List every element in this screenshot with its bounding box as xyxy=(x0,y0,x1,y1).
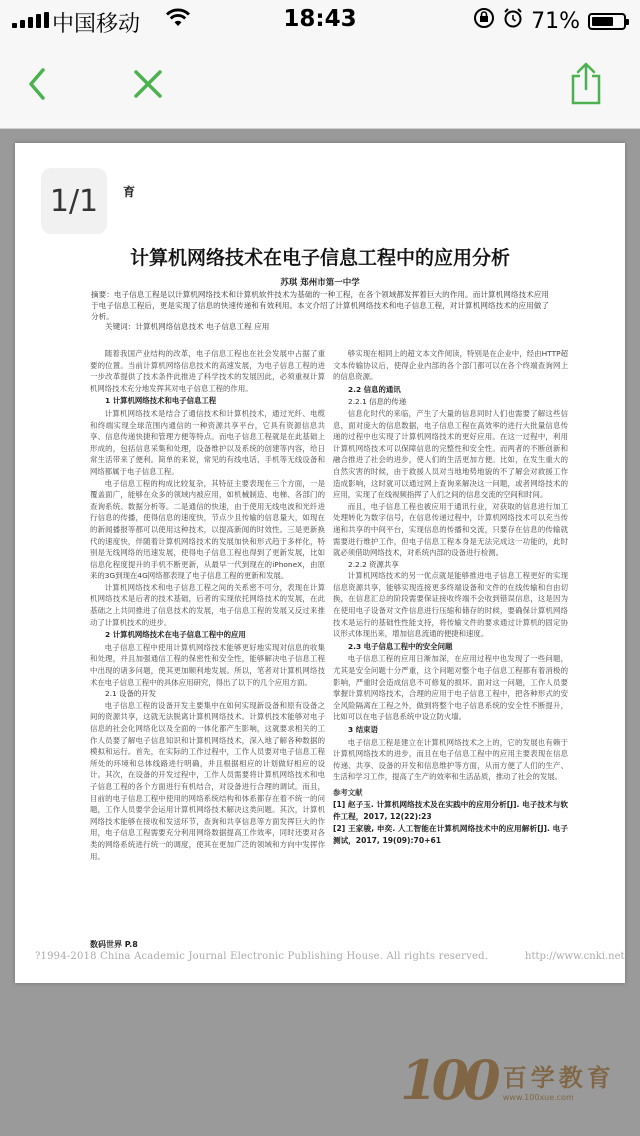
paragraph: 电子信息工程的应用日渐加深，在应用过程中也发现了一些问题，尤其是安全问题十分严重，这个问题对整个电子信息工程都有着消极的影响，严重时会造成信息不可修复的损坏。面对这一问题，工作人员要掌握计算机网络技术，合理的应用于电子信息工程中，把各种形式的安全风险隔离在工程之外，做到将整个电子信息系统的安全性不断提升，比如可以在电子信息系统中设立防火墙。 xyxy=(333,654,568,722)
cnki-url: http://www.cnki.net xyxy=(525,951,625,962)
section-heading: 2.2.2 资源共享 xyxy=(348,559,399,569)
section-heading: 2.1 设备的开发 xyxy=(105,689,157,699)
paragraph: 计算机网络技术和电子信息工程之间的关系密不可分，表现在计算机网络技术是后者的技术基础，后者的实现依托网络技术的发展，在此基础之上共同推进了信息技术的发展，电子信息工程的发展又反过来推动了计算机技术的进步。 xyxy=(90,582,325,627)
right-column xyxy=(333,348,568,847)
status-bar xyxy=(0,0,640,40)
paragraph: 电子信息工程中使用计算机网络技术能够更好地实现对信息的收集和处理，并且加强通信工程的保密性和安全性，能够解决电子信息工程中出现的诸多问题，使其更加顺利地发展。所以，笔者对计算机网络技术在电子信息工程中的具体应用研究，得出了以下的几个应用方面。 xyxy=(90,642,325,687)
paragraph: 而且，电子信息工程也被应用于通讯行业，对获取的信息进行加工处理转化为数字信号，在信息传递过程中，计算机网络技术可以充当传递和共享的中间平台，实现信息的传播和交流，只要存在信息的传输就需要进行维护工作，但电子信息工程本身是无法完成这一功能的，此时就必须借助网络技术，对系统内部的设备进行检测。 xyxy=(333,501,568,558)
carrier-name: 中国移动 xyxy=(52,12,141,37)
section-heading: 1 计算机网络技术和电子信息工程 xyxy=(105,396,217,406)
page-footer: 数码世界 P.8 xyxy=(90,940,138,949)
section-heading: 2.2.1 信息的传递 xyxy=(348,397,407,407)
share-button[interactable] xyxy=(562,60,610,108)
back-button[interactable] xyxy=(14,60,62,108)
copyright-line: ?1994-2018 China Academic Journal Electronic Publishing House. All rights reserved. xyxy=(35,951,489,962)
paper-title: 计算机网络技术在电子信息工程中的应用分析 xyxy=(129,247,510,269)
paragraph: 够实现在相同上的超文本文件阅读，特别是在企业中，经由HTTP超文本传输协议后，使得企业内部的各个部门都可以在各个终端查询网上的信息资源。 xyxy=(333,349,568,382)
journal-header: 育 xyxy=(123,185,136,199)
orientation-lock-icon xyxy=(473,7,495,35)
paper-author: 苏琪 郑州市第一中学 xyxy=(280,278,360,288)
battery-icon xyxy=(588,13,626,30)
document-page[interactable] xyxy=(15,143,625,983)
watermark-logo: 100 xyxy=(400,1048,495,1112)
paragraph: 信息化时代的来临，产生了大量的信息同时人们也需要了解这些信息，面对庞大的信息数据，电子信息工程在高效率的进行大批量信息传递的过程中也实现了计算机网络技术的更好应用。在这一过程中，利用计算机网络技术可以保障信息的完整性和安全性。而两者的不断创新和融合推进了社会的进步，使人们的生活更加方便。比如，在发生重大的自然灾害的时候，由于救援人员对当地地势地貌的不了解会对救援工作造成影响，这时就可以通过网上查询来解决这一问题，或者网络技术的应用，实现了在线视频指挥了人们之间的信息交流的空间和时间。 xyxy=(333,408,568,500)
watermark xyxy=(400,1048,615,1112)
left-column xyxy=(90,348,325,862)
alarm-icon xyxy=(503,7,523,35)
paragraph: 电子信息工程的构成比较复杂，其特征主要表现在三个方面，一是覆盖面广，能够在众多的领域内被应用，如机械制造、电梯、各部门的查询系统、数据分析等。二是通信的快速，由于使用无线电波和光纤进行信息的传播，使得信息的速度快，节点少且传输的信息量大，如现在的新闻播报等都可以使用这种技术，以提高新闻的时效性。三是更新换代的速度快，伴随着计算机网络技术的发展加快和形式趋于多样化，特别是无线网络的迅速发展，使得电子信息工程也得到了更新发展，比如信息化程度提升的手机不断更新，从最早一代到现在的iPhoneX，由原来的3G到现在4G网络都表现了电子信息工程的更新和发展。 xyxy=(90,478,325,581)
reference: [2] 王家骏, 申奕. 人工智能在计算机网络技术中的应用解析[J]. 电子测试，2017, 19(09):70+61 xyxy=(333,823,568,845)
paper-keywords: 关键词：计算机网络信息技术 电子信息工程 应用 xyxy=(105,322,270,331)
section-heading: 2 计算机网络技术在电子信息工程中的应用 xyxy=(105,630,246,640)
watermark-url: www.100xue.com xyxy=(502,1093,574,1102)
reference: [1] 赵子玉. 计算机网络技术及在实践中的应用分析[J]. 电子技术与软件工程，2017, 12(22):23 xyxy=(333,799,568,821)
toolbar xyxy=(0,40,640,129)
watermark-text: 百学教育 xyxy=(502,1064,615,1092)
share-icon xyxy=(568,62,604,106)
paragraph: 随着我国产业结构的改革，电子信息工程也在社会发展中占据了重要的位置。当前计算机网络信息技术的高速发展，为电子信息工程的进一步改革提供了技术条件此推进了科学技术的发展因此，必须重视计算机网络技术充分地发挥其对电子信息工程的作用。 xyxy=(90,349,325,393)
section-heading: 3 结束语 xyxy=(348,725,378,734)
paper-abstract: 摘要：电子信息工程是以计算机网络技术和计算机软件技术为基础的一种工程，在各个领域都发挥着巨大的作用。而计算机网络技术应用于电子信息工程后，更是实现了信息的快速传递和有效利用。本文介绍了计算机网络技术和电子信息工程，对计算机网络技术的应用做了分析。 xyxy=(91,290,549,321)
battery-percent: 71% xyxy=(531,8,580,34)
close-button[interactable] xyxy=(124,60,172,108)
paragraph: 计算机网络技术是结合了通信技术和计算机技术，通过光纤、电缆和终端实现全球范围内通信的一种资源共享平台，它具有资源信息共享、信息传递快捷和管理方便等特点。而电子信息工程就是在此基础上形成的，包括信息采集和处理，设备维护以及系统的创建等内容，给日常生活带来了便利。简单的来说，常见的有线电话、手机等无线设备和网络都属于电子信息工程。 xyxy=(90,408,325,476)
section-heading: 2.2 信息的通讯 xyxy=(348,384,401,394)
paragraph: 电子信息工程的设备开发主要集中在如何实现新设备和原有设备之间的资源共享，这就无法脱离计算机网络技术。计算机技术能够对电子信息的社会化网络化以及全面的一体化都产生影响，这就要求相关的工作人员要了解电子信息知识和计算机网络技术，深入地了解各种数据的模拟和运行。首先，在实际的工作过程中，工作人员要对电子信息工程所处的环境和总体线路进行明确，并且根据相应的计划做好相应的设计。其次，在设备的开发过程中，工作人员需要将计算机网络技术和电子信息工程的各个方面进行有机结合，对设备进行合理的调试。而且，目前的电子信息工程中使用的网络系统结构和体系都存在着不统一的问题，工作人员要学会运用计算机网络技术解决这类问题。其次，计算机网络技术能够在接收和发送环节，查询和共享信息等方面发挥巨大的作用，电子信息工程需要充分利用网络数据提高工作效率，同时还要对各类的网络系统进行统一的调度，使其在更加广泛的领域和方向中发挥作用。 xyxy=(90,700,325,861)
chevron-left-icon xyxy=(23,66,53,102)
section-heading: 参考文献 xyxy=(333,787,363,797)
paragraph: 电子信息工程是建立在计算机网络技术之上的，它的发展也有赖于计算机网络技术的进步，而且在电子信息工程中的应用主要表现在信息传递、共享、设备的开发和信息维护等方面，从而方便了人们的生产、生活和学习工作，提高了生产的效率和生活品质，推动了社会的发展。 xyxy=(333,737,568,782)
clock: 18:43 xyxy=(283,6,357,32)
page-indicator: 1/1 xyxy=(41,168,107,234)
paragraph: 计算机网络技术的另一优点就是能够推进电子信息工程更好的实现信息资源共享，能够实现连接更多终端设备和文件的在线传输和自由切换，在信息汇总的阶段需要保证接收终端不会收到错误信息，这是因为在使用电子设备对文件信息进行压缩和储存的时候，要确保计算机网络技术是运行的基础性性能支持，将传输文件的要求通过计算机的固定协议形式体现出来，增加信息流通的便捷和速度。 xyxy=(333,571,568,639)
close-icon xyxy=(132,68,164,100)
section-heading: 2.3 电子信息工程中的安全问题 xyxy=(348,641,453,651)
